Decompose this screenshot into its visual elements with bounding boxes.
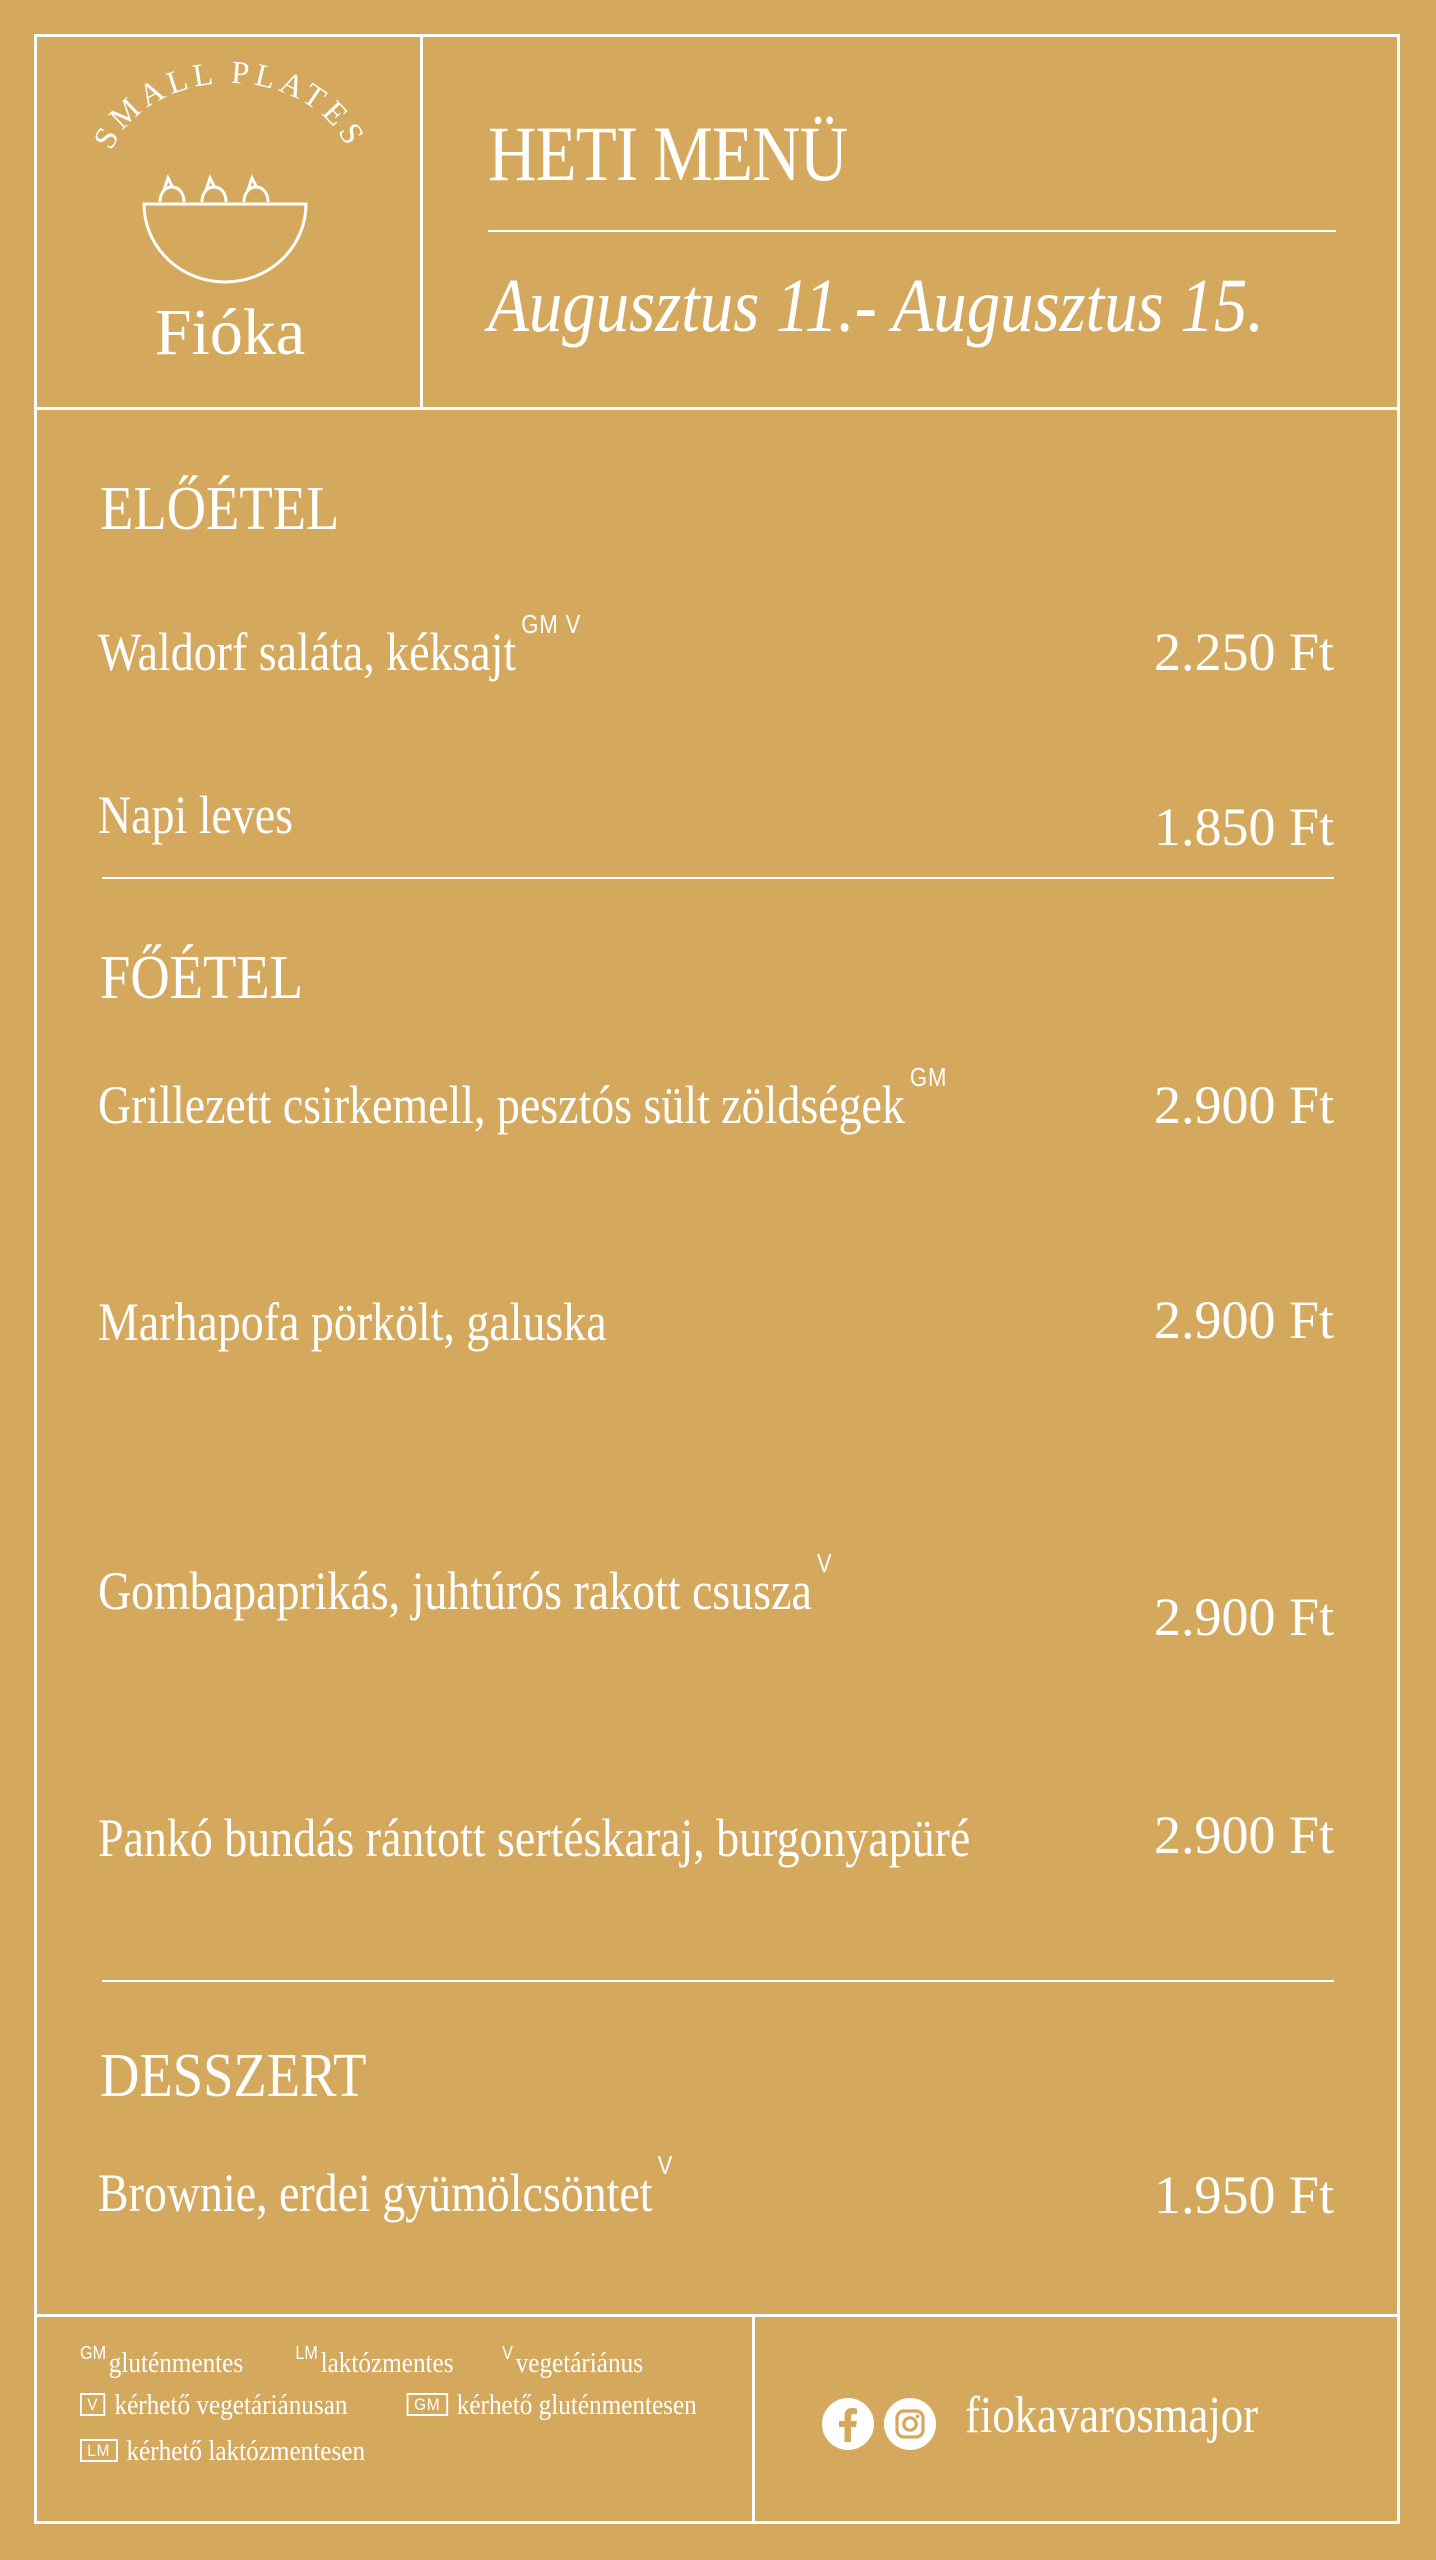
facebook-icon[interactable] (822, 2398, 874, 2450)
menu-item-name: Pankó bundás rántott sertéskaraj, burgonyapüré (98, 1808, 971, 1868)
menu-item-price: 2.900 Ft (1153, 1587, 1334, 1647)
section-title-eloetel: ELŐÉTEL (100, 475, 340, 543)
legend-label: kérhető gluténmentesen (456, 2390, 697, 2421)
menu-item-price: 1.950 Ft (1153, 2165, 1334, 2225)
legend-box-code: LM (80, 2439, 117, 2462)
diet-tag: V (816, 1548, 833, 1578)
menu-item-name: Grillezett csirkemell, pesztós sült zöldségek $^{GM}$ (98, 1062, 948, 1135)
menu-item-name: Gombapaprikás, juhtúrós rakott csusza $^V$ (98, 1548, 833, 1621)
instagram-icon[interactable] (884, 2398, 936, 2450)
legend-row-2 (80, 2392, 697, 2420)
header-divider (34, 407, 1400, 410)
menu-item-name: Brownie, erdei gyümölcsöntet $^V$ (98, 2150, 674, 2223)
menu-dates: Augusztus 11.- Augusztus 15. (488, 264, 1265, 348)
menu-item-name: Marhapofa pörkölt, galuska (98, 1292, 607, 1352)
menu-item-price: 2.900 Ft (1153, 1290, 1334, 1350)
legend-box-code: V (80, 2393, 106, 2416)
diet-tag: GM V (521, 609, 582, 639)
header-vertical-divider (420, 34, 423, 409)
menu-item-price: 2.900 Ft (1153, 1075, 1334, 1135)
legend-label: kérhető vegetáriánusan (114, 2390, 348, 2421)
footer-divider (34, 2314, 1400, 2317)
legend-label: gluténmentes (108, 2348, 244, 2379)
legend-row-3 (80, 2438, 365, 2466)
svg-text:SMALL PLATES (86, 60, 375, 154)
section-title-foetel: FŐÉTEL (100, 944, 304, 1012)
legend-code: GM (80, 2343, 107, 2363)
legend-code: LM (295, 2343, 318, 2363)
social-handle[interactable]: fiokavarosmajor (965, 2387, 1259, 2444)
legend-label: kérhető laktózmentesen (126, 2436, 366, 2467)
diet-tag: V (657, 2150, 674, 2180)
section-title-desszert: DESSZERT (100, 2042, 367, 2110)
title-underline (488, 230, 1336, 232)
menu-item-price: 1.850 Ft (1153, 797, 1334, 857)
menu-item-price: 2.250 Ft (1153, 622, 1334, 682)
menu-item-price: 2.900 Ft (1153, 1805, 1334, 1865)
menu-title: HETI MENÜ (488, 110, 848, 197)
bowl-icon (140, 168, 310, 288)
legend-box-code: GM (407, 2393, 448, 2416)
section-divider-2 (102, 1980, 1334, 1982)
legend-row-1 (80, 2343, 644, 2379)
legend-code: V (502, 2343, 513, 2363)
menu-item-name: Waldorf saláta, kéksajt $^{GM V}$ (98, 609, 582, 682)
diet-tag: GM (909, 1062, 948, 1092)
footer-vertical-divider (752, 2314, 755, 2524)
section-divider-1 (102, 877, 1334, 879)
logo-name: Fióka (154, 296, 306, 369)
legend-label: laktózmentes (320, 2348, 454, 2379)
legend-label: vegetáriánus (515, 2348, 644, 2379)
logo-arc-text: SMALL PLATES (85, 60, 375, 155)
menu-item-name: Napi leves (98, 785, 294, 845)
